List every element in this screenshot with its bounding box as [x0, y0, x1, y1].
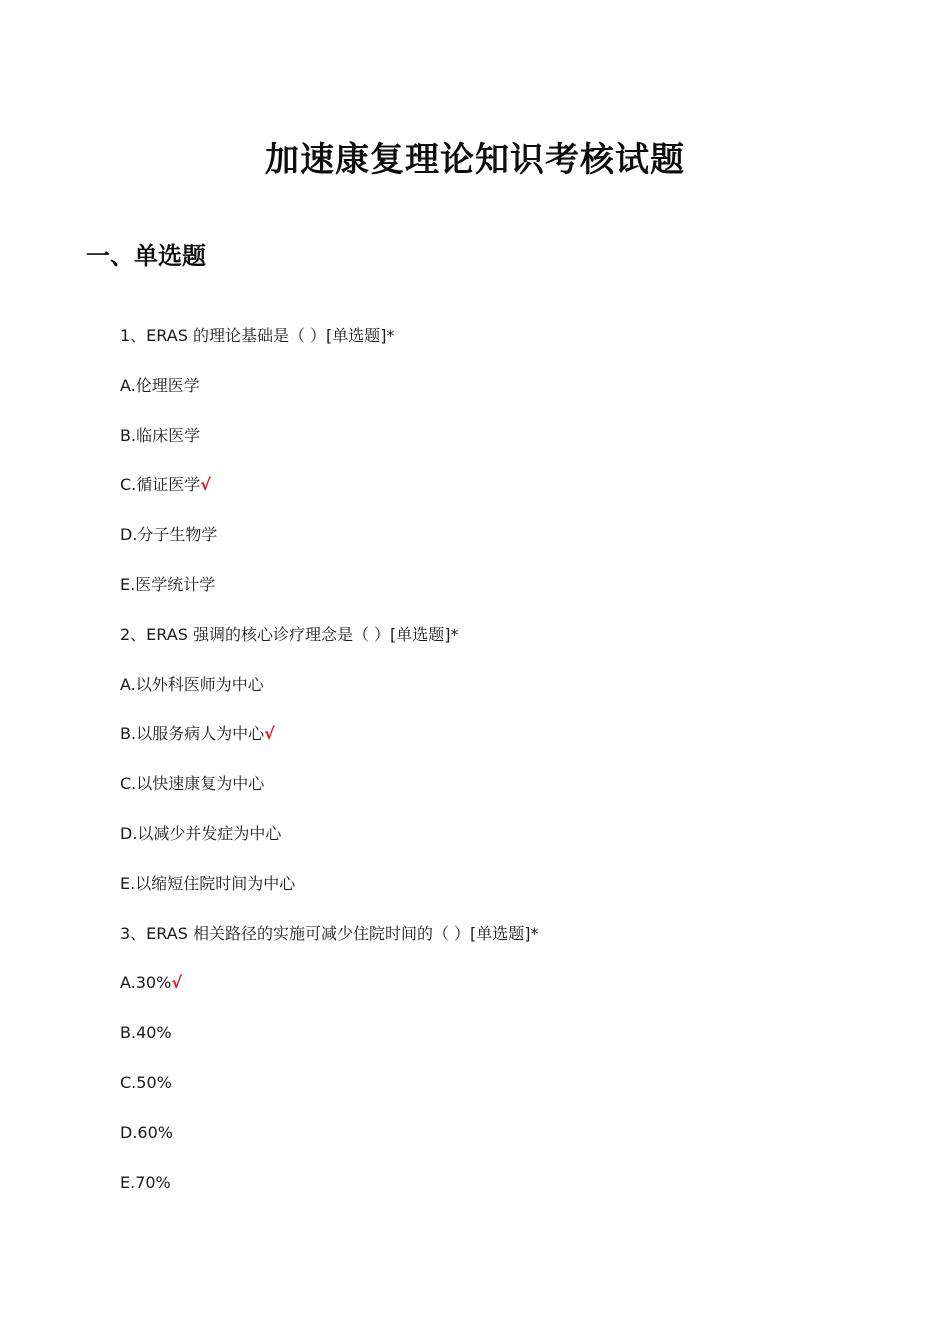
option-text: D.分子生物学	[120, 525, 218, 545]
answer-option[interactable]	[120, 720, 900, 770]
question-stem	[120, 322, 900, 372]
answer-option[interactable]	[120, 521, 900, 571]
answer-option[interactable]	[120, 671, 900, 721]
answer-option[interactable]	[120, 422, 900, 472]
answer-option[interactable]	[120, 770, 900, 820]
answer-option[interactable]	[120, 1119, 900, 1169]
answer-option[interactable]	[120, 1169, 900, 1219]
option-text: A.30%	[120, 973, 172, 993]
answer-option[interactable]	[120, 372, 900, 422]
answer-option[interactable]	[120, 1069, 900, 1119]
answer-option[interactable]	[120, 969, 900, 1019]
option-text: E.医学统计学	[120, 574, 216, 594]
option-text: B.以服务病人为中心	[120, 724, 265, 744]
option-text: C.以快速康复为中心	[120, 774, 265, 794]
option-text: B.临床医学	[120, 425, 201, 445]
question-list	[120, 322, 900, 1218]
answer-option[interactable]	[120, 820, 900, 870]
correct-check-icon: √	[171, 973, 182, 993]
option-text: D.60%	[120, 1122, 173, 1142]
section-heading: 一、单选题	[86, 242, 206, 270]
question-stem	[120, 621, 900, 671]
option-text: A.以外科医师为中心	[120, 674, 264, 694]
correct-check-icon: √	[200, 475, 211, 495]
option-text: C.50%	[120, 1072, 172, 1092]
question-text: 1、ERAS 的理论基础是（ ）[单选题]*	[120, 326, 395, 345]
option-text: C.循证医学	[120, 475, 201, 495]
answer-option[interactable]	[120, 471, 900, 521]
question-text: 3、ERAS 相关路径的实施可减少住院时间的（ ）[单选题]*	[120, 923, 539, 943]
answer-option[interactable]	[120, 571, 900, 621]
correct-check-icon: √	[264, 724, 275, 744]
option-text: A.伦理医学	[120, 375, 200, 395]
document-title: 加速康复理论知识考核试题	[265, 140, 685, 180]
answer-option[interactable]	[120, 1019, 900, 1069]
answer-option[interactable]	[120, 870, 900, 920]
option-text: B.40%	[120, 1023, 172, 1043]
option-text: D.以减少并发症为中心	[120, 823, 282, 843]
option-text: E.以缩短住院时间为中心	[120, 873, 296, 893]
option-text: E.70%	[120, 1172, 171, 1192]
question-text: 2、ERAS 强调的核心诊疗理念是（ ）[单选题]*	[120, 624, 459, 644]
question-stem	[120, 920, 900, 970]
